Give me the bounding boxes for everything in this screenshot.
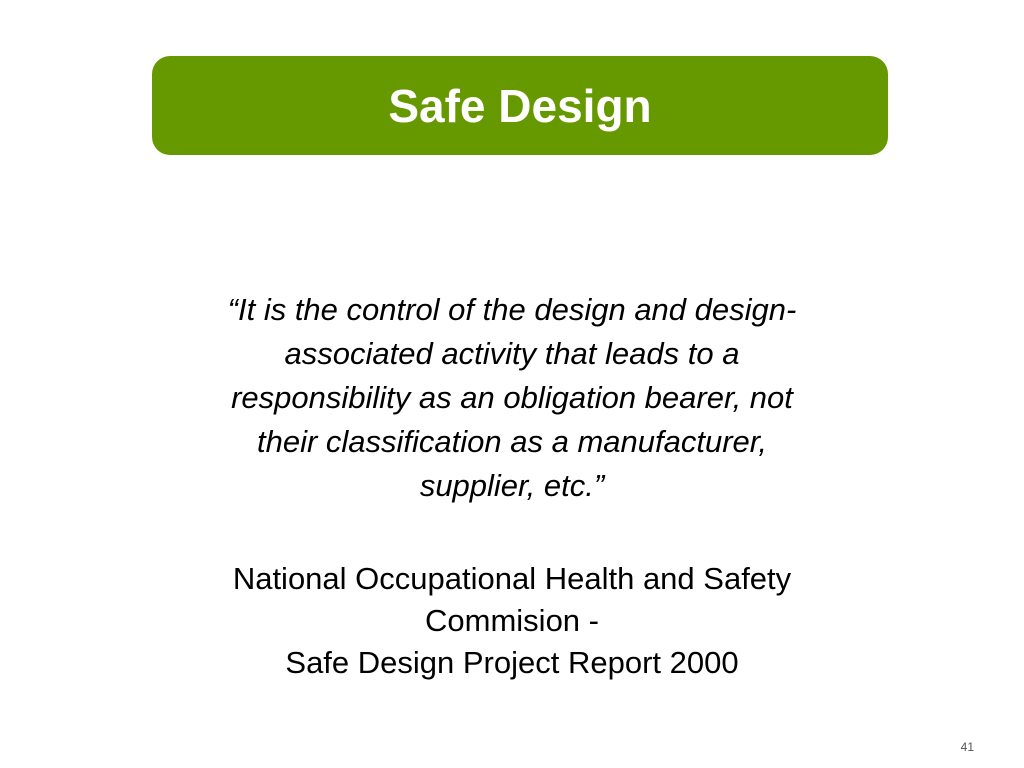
quote-line: associated activity that leads to a: [284, 336, 740, 371]
quote-source: [160, 558, 864, 684]
source-line: National Occupational Health and Safety: [232, 561, 792, 596]
quote-block: [160, 288, 864, 508]
source-line: Safe Design Project Report 2000: [285, 645, 739, 680]
page-number: 41: [960, 740, 974, 754]
quote-line: their classification as a manufacturer,: [256, 424, 768, 459]
title-banner: [152, 56, 888, 155]
quote-line: “It is the control of the design and design-: [227, 292, 797, 327]
quote-line: supplier, etc.”: [419, 468, 605, 503]
source-line: Commision -: [425, 603, 599, 638]
quote-line: responsibility as an obligation bearer, not: [231, 380, 793, 415]
slide-title: Safe Design: [388, 79, 652, 132]
